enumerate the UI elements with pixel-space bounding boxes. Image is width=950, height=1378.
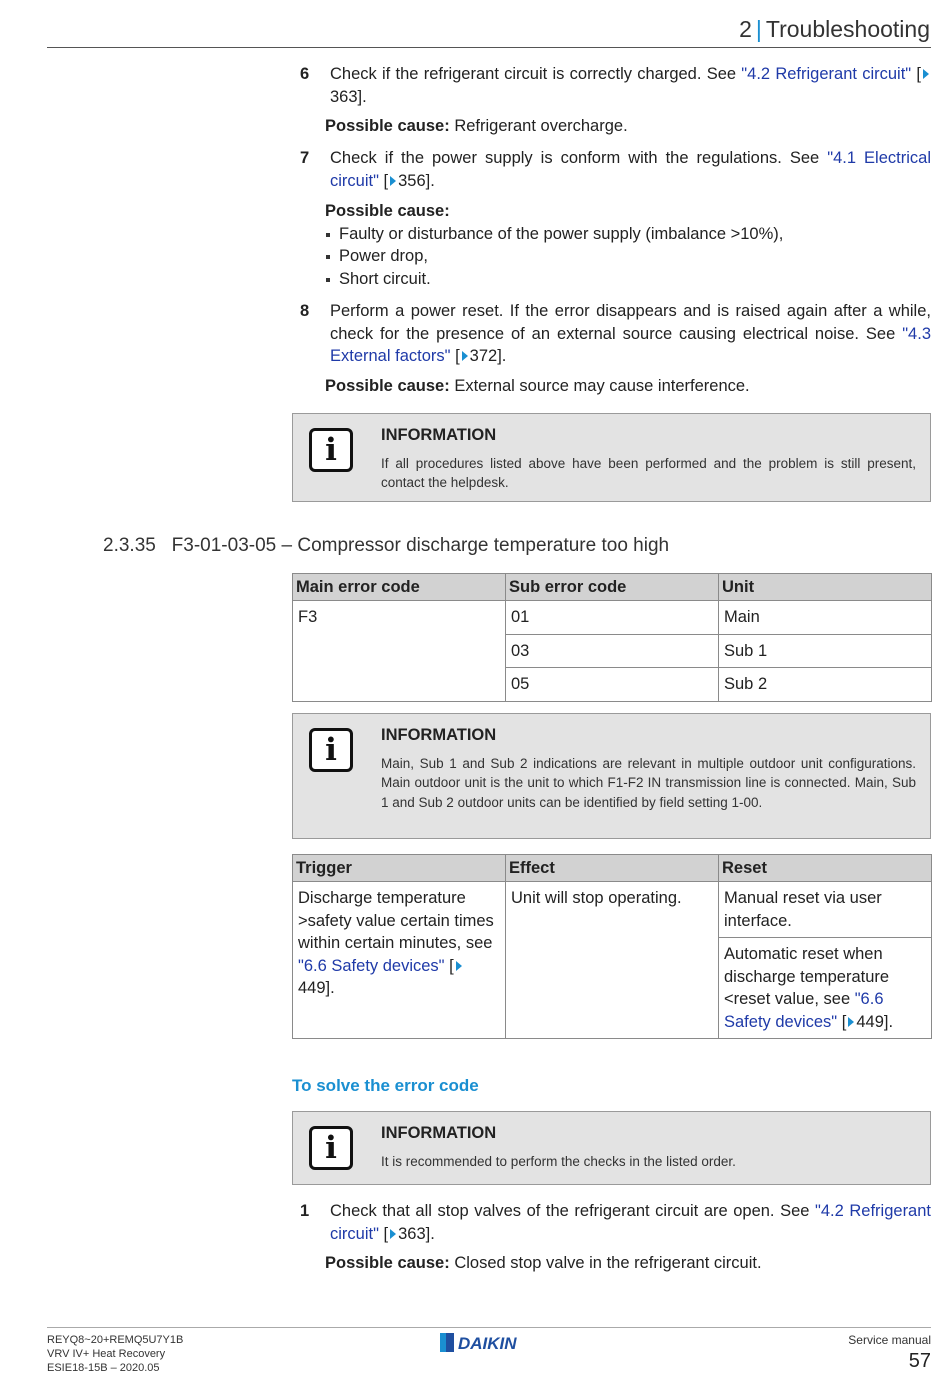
daikin-logo [440,1333,540,1353]
step-number: 7 [300,149,310,167]
information-icon: i [309,728,353,772]
page-ref-triangle-icon [462,351,468,361]
information-box [292,1111,931,1185]
info-title: INFORMATION [381,1124,497,1142]
step-number: 1 [300,1202,310,1220]
reset-manual-cell: Manual reset via user interface. [719,882,932,938]
effect-cell: Unit will stop operating. [506,882,719,1039]
list-item: Power drop, [325,245,931,268]
footer-divider [47,1327,931,1328]
page-ref[interactable]: 363 [330,87,358,106]
unit-cell: Sub 2 [719,668,932,702]
footer-manual-label: Service manual [848,1333,931,1347]
table-row [293,601,932,635]
table-row [293,882,932,938]
column-header: Trigger [293,855,506,882]
unit-cell: Main [719,601,932,635]
info-text: If all procedures listed above have been performed and the problem is still present, contact the helpdesk. [381,456,916,491]
link-external-factors[interactable]: "4.3 External factors" [330,324,931,365]
chapter-title: Troubleshooting [765,16,930,42]
step-1: 1 Check that all stop valves of the refrigerant circuit are open. See "4.2 Refrigerant circuit" [ 363]. [300,1202,931,1243]
info-title: INFORMATION [381,426,497,444]
possible-cause: Possible cause: Closed stop valve in the refrigerant circuit. [325,1254,762,1272]
page-number: 57 [908,1350,931,1372]
trigger-effect-reset-table [292,854,932,1039]
footer-product: VRV IV+ Heat Recovery [47,1348,166,1360]
possible-cause: Possible cause: Faulty or disturbance of the power supply (imbalance >10%), Power drop, Short circuit. [325,200,931,290]
header-divider [47,47,931,48]
page-ref-triangle-icon [923,69,929,79]
step-text: Check if the refrigerant circuit is correctly charged. See [330,65,742,83]
link-safety-devices[interactable]: "6.6 Safety devices" [724,990,884,1031]
link-electrical-circuit[interactable]: "4.1 Electrical circuit" [330,149,931,190]
sub-error-code-cell: 05 [506,668,719,702]
footer-doc-id: ESIE18-15B – 2020.05 [47,1362,160,1374]
information-box [292,713,931,839]
link-refrigerant-circuit[interactable]: "4.2 Refrigerant circuit" [330,1202,931,1243]
link-safety-devices[interactable]: "6.6 Safety devices" [298,956,445,975]
step-text: Check if the power supply is conform with the regulations. See [330,149,828,167]
table-header-row [293,855,932,882]
page-ref[interactable]: 363 [398,1224,426,1243]
column-header: Effect [506,855,719,882]
info-text: It is recommended to perform the checks in the listed order. [381,1154,736,1169]
logo-text: DAIKIN [458,1334,517,1353]
column-header: Reset [719,855,932,882]
info-title: INFORMATION [381,726,497,744]
main-error-code-cell: F3 [293,601,506,702]
reset-auto-cell: Automatic reset when discharge temperature <reset value, see "6.6 Safety devices" [ 449]. [719,938,932,1039]
section-number: 2.3.35 [103,535,156,556]
page-header-title: 2 | Troubleshooting [739,16,930,42]
section-heading: F3-01-03-05 – Compressor discharge temperature too high [171,535,670,556]
chapter-number: 2 [739,16,752,42]
column-header: Main error code [293,574,506,601]
step-text: Perform a power reset. If the error disappears and is raised again after a while, check for the presence of an external source causing electrical noise. See [330,302,931,343]
information-icon: i [309,428,353,472]
page-ref[interactable]: 449 [856,1012,884,1031]
column-header: Sub error code [506,574,719,601]
list-item: Short circuit. [325,268,931,291]
section-title [103,535,669,557]
page-ref[interactable]: 449 [298,979,326,997]
step-8: 8 Perform a power reset. If the error disappears and is raised again after a while, check for the presence of an external source causing electrical noise. See "4.3 External factors" [ 372]. [300,302,931,365]
list-item: Faulty or disturbance of the power supply (imbalance >10%), [325,223,931,246]
step-number: 6 [300,65,310,83]
sub-error-code-cell: 01 [506,601,719,635]
error-code-table [292,573,932,702]
column-header: Unit [719,574,932,601]
information-box [292,413,931,502]
unit-cell: Sub 1 [719,634,932,668]
page-ref-triangle-icon [848,1017,854,1027]
step-6: 6 Check if the refrigerant circuit is correctly charged. See "4.2 Refrigerant circuit" [363]. [300,63,931,108]
table-header-row [293,574,932,601]
information-icon: i [309,1126,353,1170]
sub-error-code-cell: 03 [506,634,719,668]
footer-model: REYQ8~20+REMQ5U7Y1B [47,1334,184,1346]
step-text: Check that all stop valves of the refrigerant circuit are open. See [330,1202,816,1220]
trigger-cell: Discharge temperature >safety value certain times within certain minutes, see "6.6 Safety devices" [449]. [293,882,506,1039]
page-ref-triangle-icon [390,176,396,186]
step-7: 7 Check if the power supply is conform with the regulations. See "4.1 Electrical circuit" [ 356]. [300,149,931,190]
possible-cause: Possible cause: Refrigerant overcharge. [325,117,628,135]
possible-cause: Possible cause: External source may cause interference. [325,377,750,395]
info-text: Main, Sub 1 and Sub 2 indications are relevant in multiple outdoor unit configurations. Main outdoor unit is the unit to which F1-F2 IN transmission line is connected. Main, Sub 1 and Sub 2 outdoor units can be identified by field setting 1-00. [381,756,916,810]
page-ref[interactable]: 356 [398,171,426,190]
page-ref-triangle-icon [390,1229,396,1239]
link-refrigerant-circuit[interactable]: "4.2 Refrigerant circuit" [741,65,912,83]
page-ref[interactable]: 372 [469,347,498,365]
step-number: 8 [300,302,310,320]
solve-heading: To solve the error code [292,1076,479,1095]
cause-list [325,223,931,291]
page-ref-triangle-icon [456,961,462,971]
